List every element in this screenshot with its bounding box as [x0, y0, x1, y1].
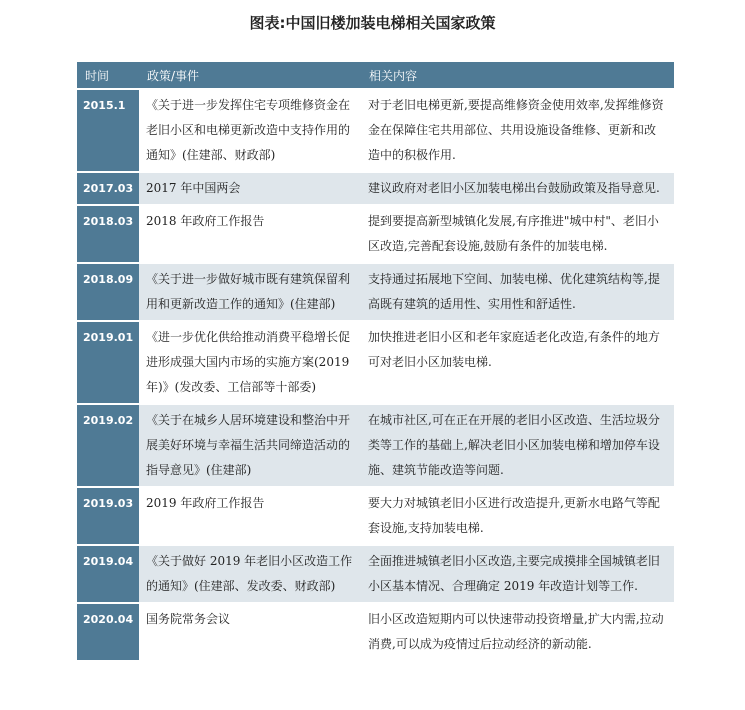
row-time: 2018.09 [77, 263, 139, 321]
policy-table [77, 62, 674, 660]
table-row [77, 321, 674, 404]
row-policy: 2018 年政府工作报告 [139, 205, 361, 263]
row-time: 2015.1 [77, 89, 139, 172]
row-policy: 2019 年政府工作报告 [139, 487, 361, 545]
table-row [77, 487, 674, 545]
row-time: 2018.03 [77, 205, 139, 263]
row-policy: 《关于做好 2019 年老旧小区改造工作的通知》(住建部、发改委、财政部) [139, 545, 361, 603]
row-time: 2019.02 [77, 404, 139, 487]
row-time: 2019.04 [77, 545, 139, 603]
row-content: 对于老旧电梯更新,要提高维修资金使用效率,发挥维修资金在保障住宅共用部位、共用设施设备维修、更新和改造中的积极作用. [361, 89, 674, 172]
row-policy: 《关于在城乡人居环境建设和整治中开展美好环境与幸福生活共同缔造活动的指导意见》(住建部) [139, 404, 361, 487]
row-policy: 《关于进一步做好城市既有建筑保留利用和更新改造工作的通知》(住建部) [139, 263, 361, 321]
table-row [77, 263, 674, 321]
row-time: 2020.04 [77, 603, 139, 660]
page-title: 图表:中国旧楼加装电梯相关国家政策 [249, 14, 496, 32]
header-content: 相关内容 [361, 62, 674, 89]
row-policy: 《进一步优化供给推动消费平稳增长促进形成强大国内市场的实施方案(2019 年)》(发改委、工信部等十部委) [139, 321, 361, 404]
row-time: 2019.01 [77, 321, 139, 404]
row-policy: 《关于进一步发挥住宅专项维修资金在老旧小区和电梯更新改造中支持作用的通知》(住建部、财政部) [139, 89, 361, 172]
row-content: 旧小区改造短期内可以快速带动投资增量,扩大内需,拉动消费,可以成为疫情过后拉动经济的新动能. [361, 603, 674, 660]
row-content: 支持通过拓展地下空间、加装电梯、优化建筑结构等,提高既有建筑的适用性、实用性和舒适性. [361, 263, 674, 321]
header-time: 时间 [77, 62, 139, 89]
row-content: 要大力对城镇老旧小区进行改造提升,更新水电路气等配套设施,支持加装电梯. [361, 487, 674, 545]
row-content: 加快推进老旧小区和老年家庭适老化改造,有条件的地方可对老旧小区加装电梯. [361, 321, 674, 404]
table-row [77, 205, 674, 263]
table-row [77, 404, 674, 487]
table-row [77, 172, 674, 205]
table-header-row [77, 62, 674, 89]
row-time: 2019.03 [77, 487, 139, 545]
row-content: 在城市社区,可在正在开展的老旧小区改造、生活垃圾分类等工作的基础上,解决老旧小区加装电梯和增加停车设施、建筑节能改造等问题. [361, 404, 674, 487]
row-policy: 国务院常务会议 [139, 603, 361, 660]
table-row [77, 545, 674, 603]
row-content: 全面推进城镇老旧小区改造,主要完成摸排全国城镇老旧小区基本情况、合理确定 2019 年改造计划等工作. [361, 545, 674, 603]
table-row [77, 603, 674, 660]
row-policy: 2017 年中国两会 [139, 172, 361, 205]
table-row [77, 89, 674, 172]
row-content: 建议政府对老旧小区加装电梯出台鼓励政策及指导意见. [361, 172, 674, 205]
row-time: 2017.03 [77, 172, 139, 205]
header-policy: 政策/事件 [139, 62, 361, 89]
row-content: 提到要提高新型城镇化发展,有序推进"城中村"、老旧小区改造,完善配套设施,鼓励有条件的加装电梯. [361, 205, 674, 263]
